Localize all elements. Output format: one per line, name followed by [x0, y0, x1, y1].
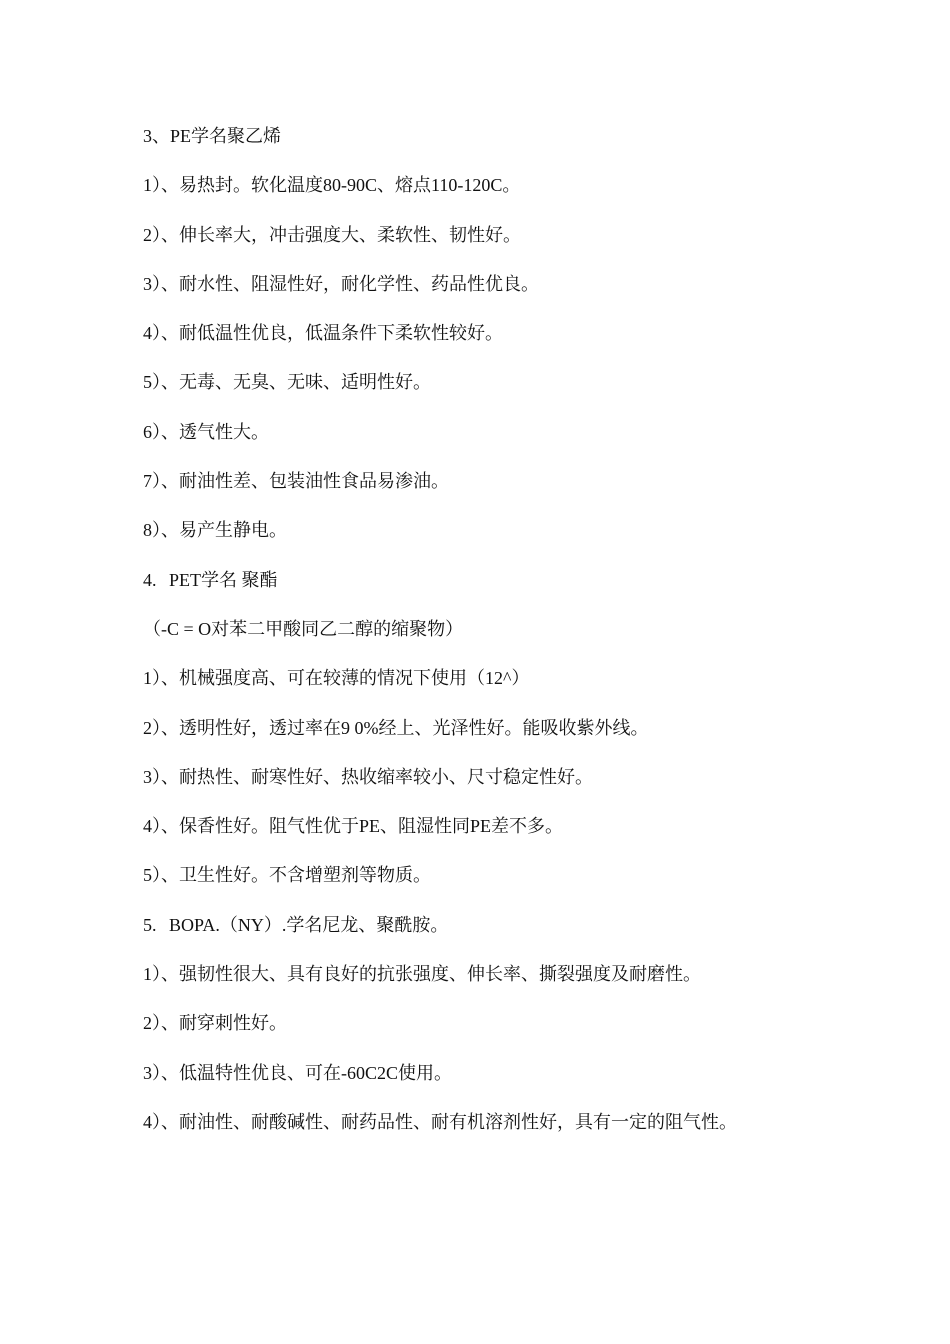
pe-property-4: 4）、耐低温性优良，低温条件下柔软性较好。	[143, 323, 503, 344]
pe-property-3: 3）、耐水性、阻湿性好，耐化学性、药品性优良。	[143, 273, 539, 294]
pet-property-2: 2）、透明性好，透过率在9 0%经上、光泽性好。能吸收紫外线。	[143, 717, 649, 738]
pe-property-8: 8）、易产生静电。	[143, 520, 287, 541]
pet-property-1: 1）、机械强度高、可在较薄的情况下使用（12^）	[143, 668, 530, 689]
list-number: 4.	[143, 569, 157, 590]
pe-property-6: 6）、透气性大。	[143, 421, 269, 442]
pet-property-4: 4）、保香性好。阻气性优于PE、阻湿性同PE差不多。	[143, 816, 564, 837]
pe-property-2: 2）、伸长率大，冲击强度大、柔软性、韧性好。	[143, 224, 521, 245]
pe-property-7: 7）、耐油性差、包装油性食品易渗油。	[143, 471, 449, 492]
pet-formula-note: （-C = O对苯二甲酸同乙二醇的缩聚物）	[143, 618, 464, 639]
bopa-property-3: 3）、低温特性优良、可在-60C2C使用。	[143, 1062, 453, 1083]
section-heading-bopa-text: BOPA.（NY）.学名尼龙、聚酰胺。	[169, 914, 449, 935]
bopa-property-4: 4）、耐油性、耐酸碱性、耐药品性、耐有机溶剂性好，具有一定的阻气性。	[143, 1111, 737, 1132]
list-number: 5.	[143, 914, 157, 935]
section-heading-pet	[143, 568, 793, 617]
bopa-property-1: 1）、强韧性很大、具有良好的抗张强度、伸长率、撕裂强度及耐磨性。	[143, 964, 701, 985]
pe-property-1: 1）、易热封。软化温度80-90C、熔点110-120C。	[143, 175, 521, 196]
section-heading-pet-text: PET学名 聚酯	[169, 569, 278, 590]
pe-property-5: 5）、无毒、无臭、无味、适明性好。	[143, 372, 431, 393]
bopa-property-2: 2）、耐穿刺性好。	[143, 1013, 287, 1034]
section-heading-pe: 3、PE学名聚乙烯	[143, 126, 282, 146]
section-heading-bopa	[143, 913, 793, 962]
pet-property-3: 3）、耐热性、耐寒性好、热收缩率较小、尺寸稳定性好。	[143, 766, 593, 787]
document-body	[143, 124, 793, 1133]
pet-property-5: 5）、卫生性好。不含增塑剂等物质。	[143, 865, 431, 886]
